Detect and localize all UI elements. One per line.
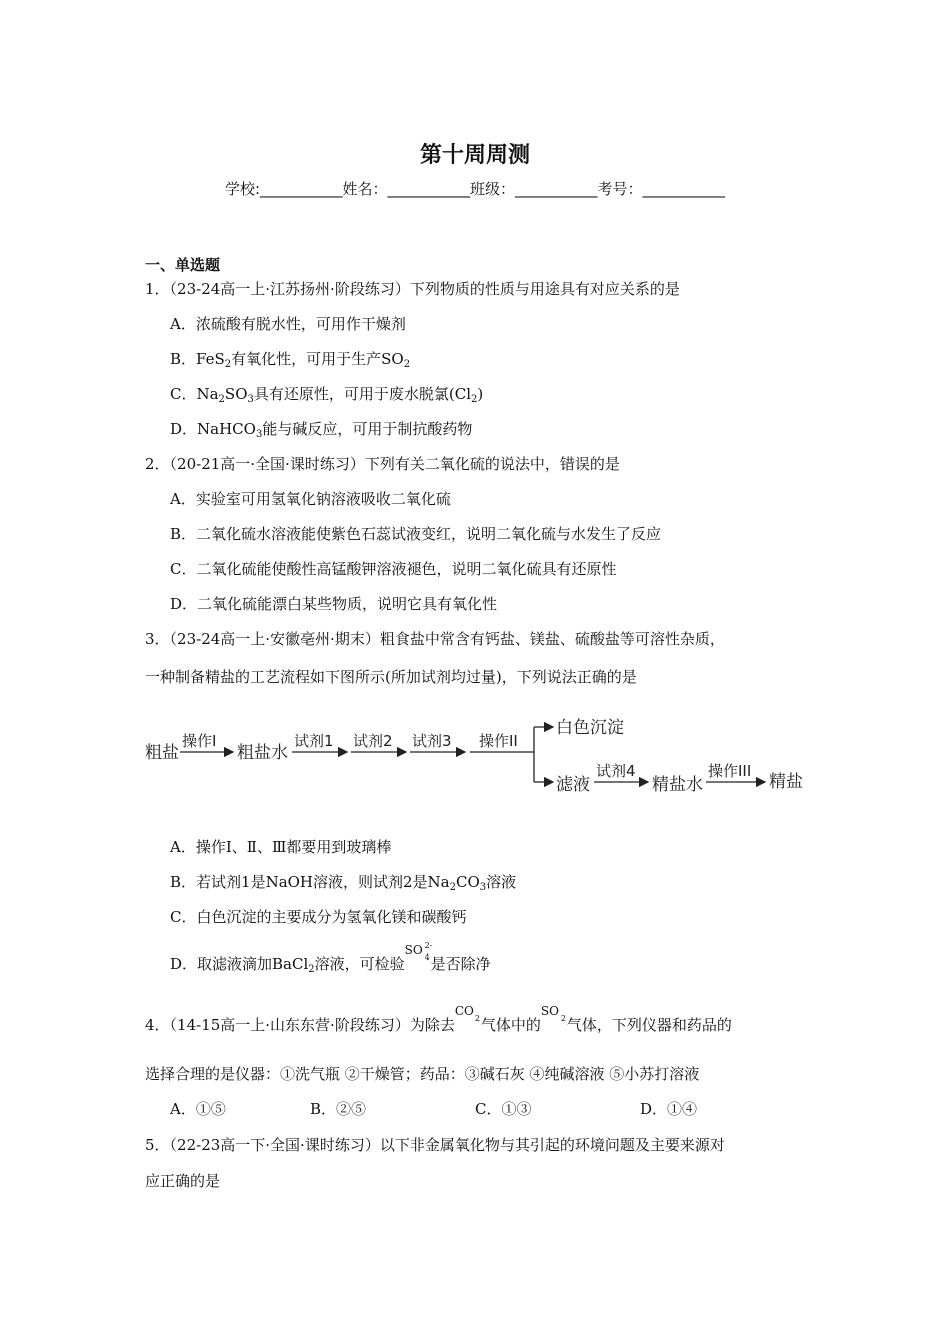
so2-formula: SO 2 bbox=[540, 1004, 566, 1023]
question-2-option-b: B．二氧化硫水溶液能使紫色石蕊试液变红，说明二氧化硫与水发生了反应 bbox=[170, 525, 662, 543]
node-white-precipitate: 白色沉淀 bbox=[556, 718, 624, 738]
student-info-line: 学校:___________姓名：___________班级：___________考号：___________ bbox=[224, 180, 726, 198]
co2-formula: CO 2 bbox=[454, 1004, 480, 1023]
node-filtrate: 滤液 bbox=[556, 775, 590, 795]
question-4-option-b: B．②⑤ bbox=[310, 1100, 367, 1118]
question-3-stem-line2: 一种制备精盐的工艺流程如下图所示(所加试剂均过量)，下列说法正确的是 bbox=[145, 668, 637, 686]
question-2-stem: 2．（20-21高一·全国·课时练习）下列有关二氧化硫的说法中，错误的是 bbox=[145, 455, 620, 473]
label-operation-2: 操作II bbox=[479, 732, 518, 750]
node-refined-brine: 精盐水 bbox=[652, 775, 703, 795]
question-5-stem-line1: 5．（22-23高一下·全国·课时练习）以下非金属氧化物与其引起的环境问题及主要来源对 bbox=[145, 1136, 725, 1154]
label-reagent-1: 试剂1 bbox=[294, 732, 334, 750]
question-4-option-c: C．①③ bbox=[475, 1100, 532, 1118]
label-operation-1: 操作I bbox=[182, 732, 217, 750]
sulfate-ion-formula: SO 2- 4 bbox=[404, 941, 433, 962]
node-crude-salt: 粗盐 bbox=[145, 743, 179, 763]
question-1-stem: 1．（23-24高一上·江苏扬州·阶段练习）下列物质的性质与用途具有对应关系的是 bbox=[145, 280, 680, 298]
label-reagent-4: 试剂4 bbox=[596, 762, 636, 780]
section-title: 一、单选题 bbox=[145, 256, 221, 274]
page-title: 第十周周测 bbox=[419, 143, 530, 168]
question-4-option-d: D．①④ bbox=[640, 1100, 698, 1118]
question-5-stem-line2: 应正确的是 bbox=[145, 1172, 221, 1190]
label-reagent-3: 试剂3 bbox=[412, 732, 452, 750]
question-1-option-a: A．浓硫酸有脱水性，可用作干燥剂 bbox=[170, 315, 406, 333]
question-3-option-c: C．白色沉淀的主要成分为氢氧化镁和碳酸钙 bbox=[170, 908, 467, 926]
question-3-stem-line1: 3．（23-24高一上·安徽亳州·期末）粗食盐中常含有钙盐、镁盐、硫酸盐等可溶性杂质， bbox=[145, 630, 725, 648]
question-3-option-d: D．取滤液滴加BaCl$_2$溶液，可检验 SO 2- 4 是否除净 bbox=[170, 941, 491, 975]
question-2-option-d: D．二氧化硫能漂白某些物质，说明它具有氧化性 bbox=[170, 595, 498, 613]
question-1-option-d: D．NaHCO$_3$能与碱反应，可用于制抗酸药物 bbox=[170, 420, 473, 440]
node-refined-salt: 精盐 bbox=[769, 772, 803, 792]
question-2-option-c: C．二氧化硫能使酸性高锰酸钾溶液褪色，说明二氧化硫具有还原性 bbox=[170, 560, 617, 578]
label-operation-3: 操作III bbox=[708, 762, 752, 780]
question-2-option-a: A．实验室可用氢氧化钠溶液吸收二氧化硫 bbox=[170, 490, 451, 508]
node-crude-brine: 粗盐水 bbox=[237, 743, 288, 763]
question-3-option-b: B．若试剂1是NaOH溶液，则试剂2是$Na_2CO_3$溶液 bbox=[170, 873, 517, 893]
question-4-stem-line2: 选择合理的是仪器：①洗气瓶 ②干燥管；药品：③碱石灰 ④纯碱溶液 ⑤小苏打溶液 bbox=[145, 1065, 700, 1083]
question-1-option-c: C．$Na_2SO_3$具有还原性，可用于废水脱氯$(Cl_2)$ bbox=[170, 385, 484, 405]
question-4-option-a: A．①⑤ bbox=[170, 1100, 226, 1118]
question-4-stem-line1: 4．（14-15高一上·山东东营·阶段练习）为除去 CO 2 气体中的 SO 2 气体，下列仪器和药品的 bbox=[145, 1004, 732, 1034]
question-1-option-b: B．FeS$_2$有氧化性，可用于生产$SO_2$ bbox=[170, 350, 411, 370]
question-3-option-a: A．操作Ⅰ、Ⅱ、Ⅲ都要用到玻璃棒 bbox=[170, 838, 392, 856]
label-reagent-2: 试剂2 bbox=[353, 732, 393, 750]
